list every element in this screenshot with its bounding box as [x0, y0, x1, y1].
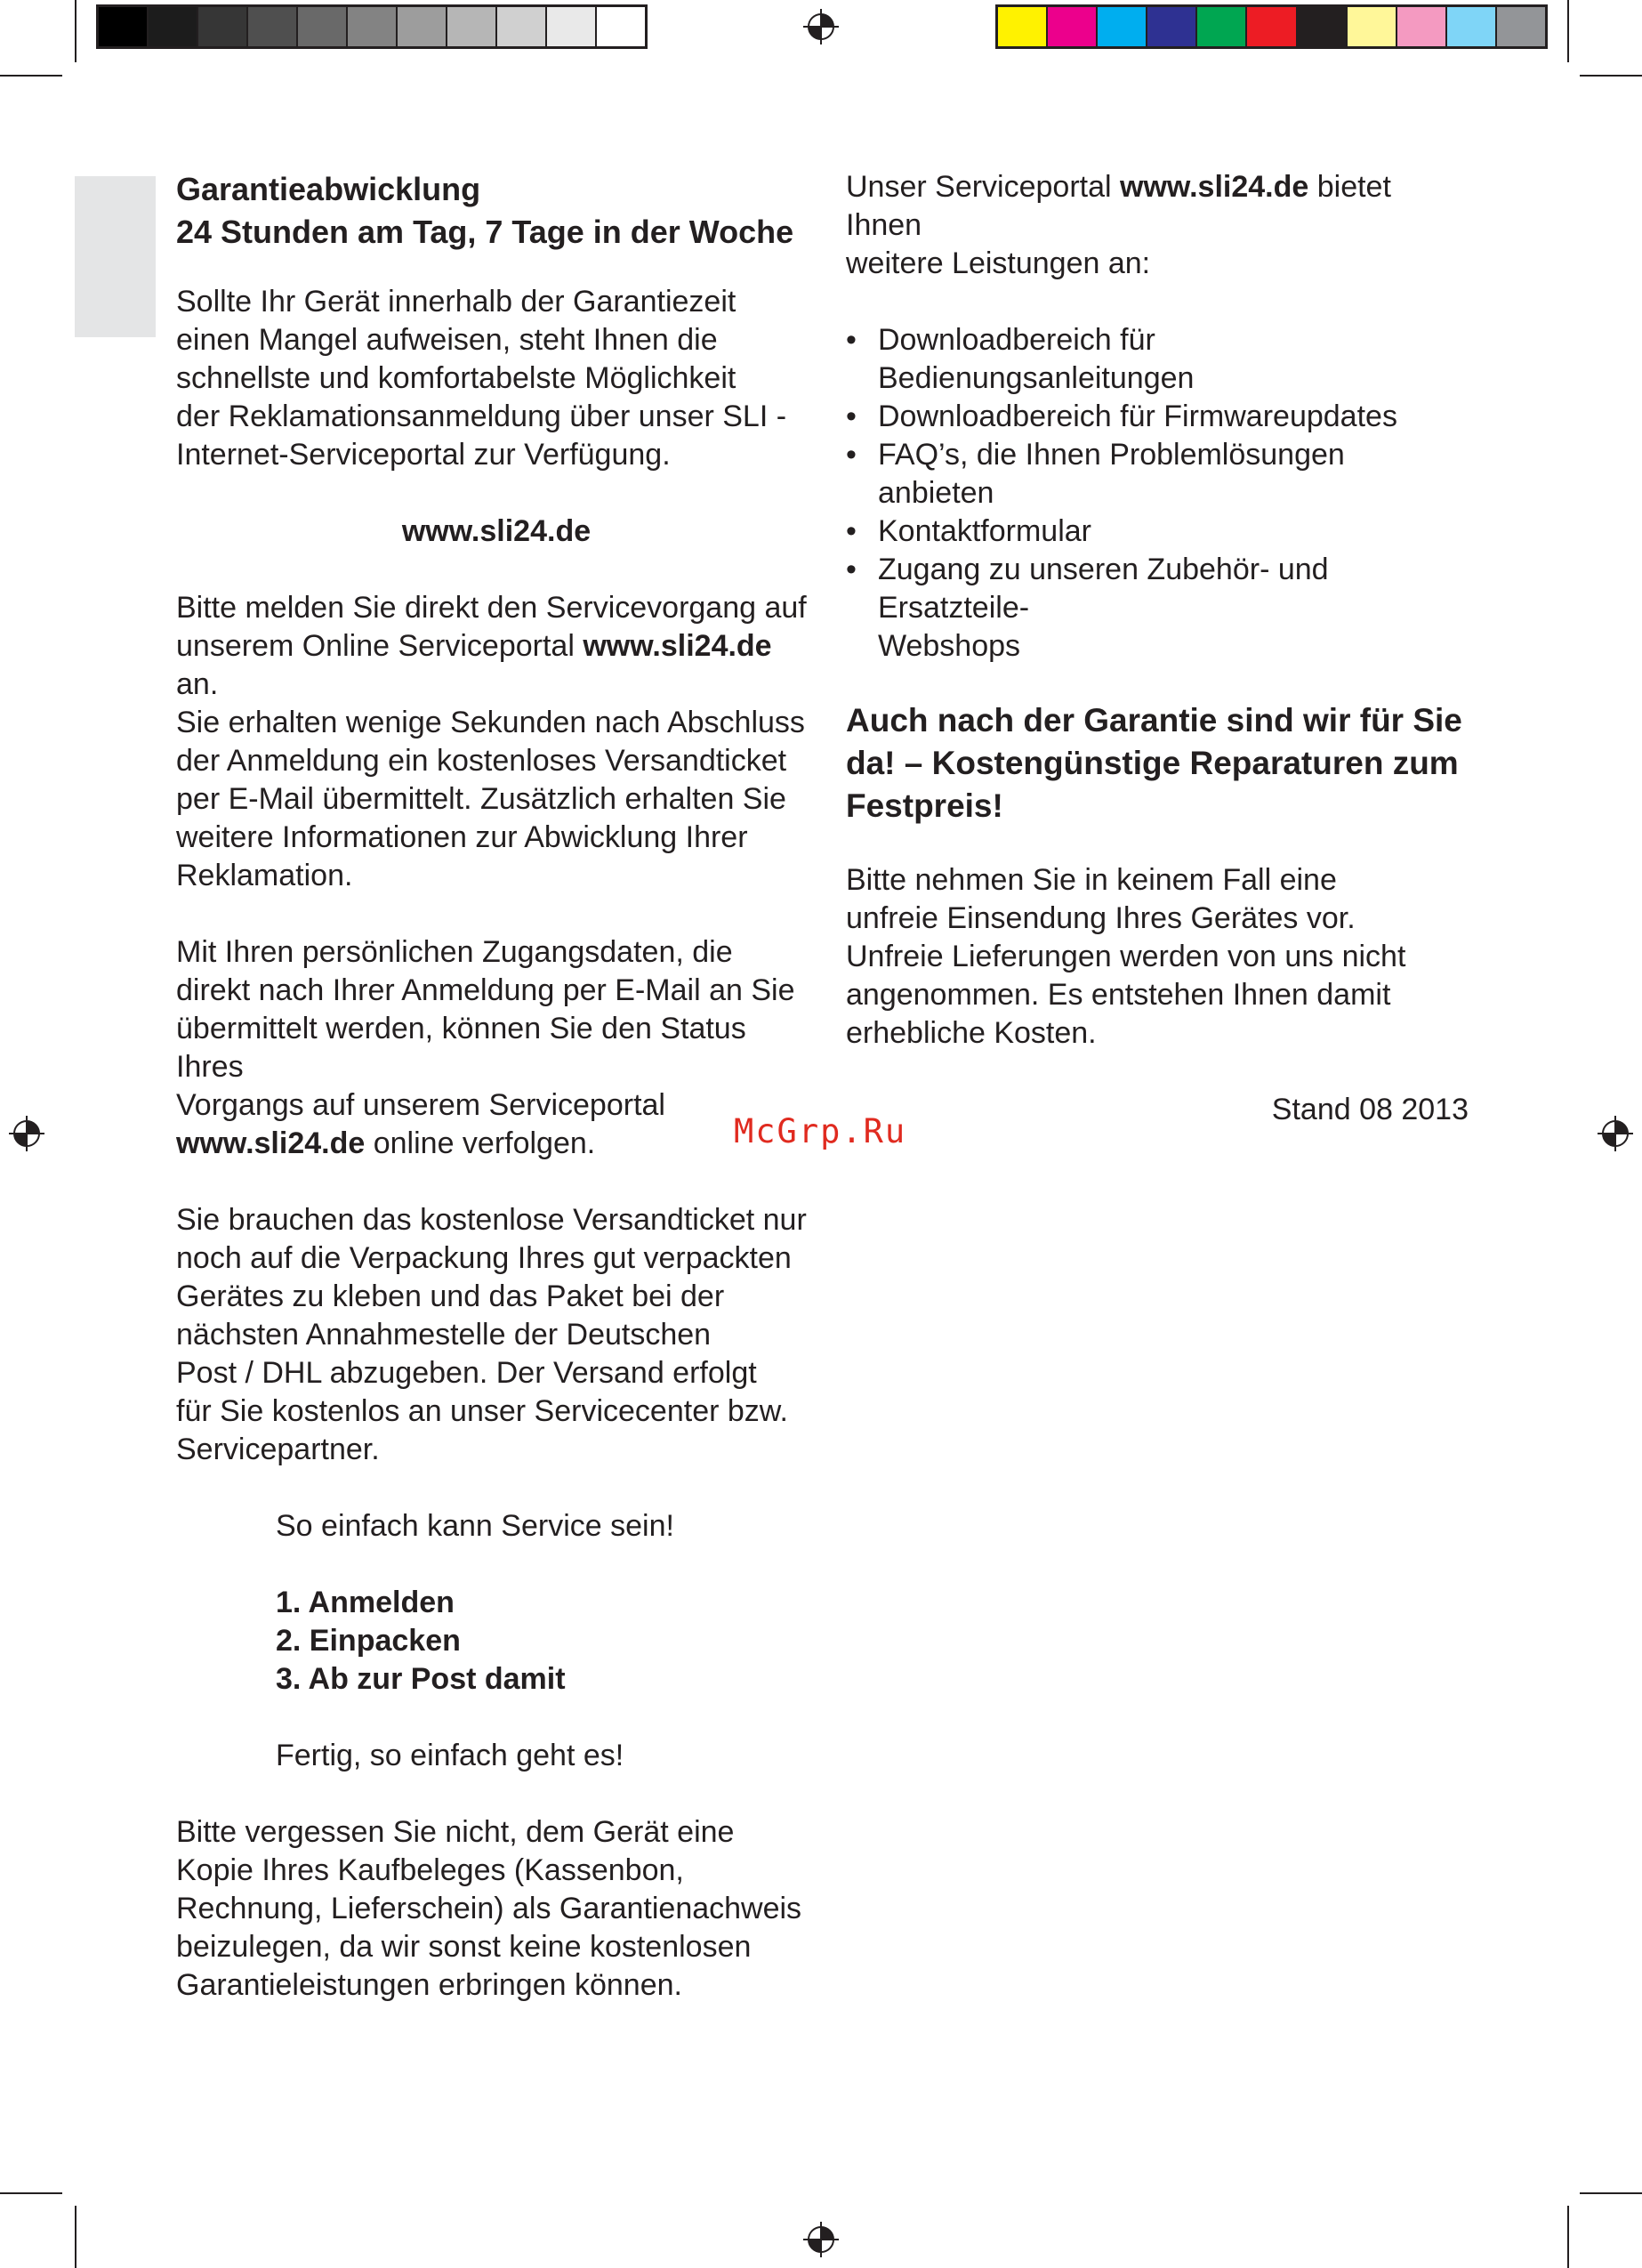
color-swatch [1348, 7, 1397, 46]
left-column [176, 168, 817, 2005]
registration-mark-bottom [803, 2222, 839, 2257]
tracking-portal-link[interactable]: www.sli24.de [176, 1126, 366, 1160]
revision-date: Stand 08 2013 [1271, 1093, 1469, 1126]
right-column [846, 168, 1469, 1129]
receipt-paragraph: Bitte vergessen Sie nicht, dem Gerät eine Kopie Ihres Kaufbeleges (Kassenbon, Rechnung, Lieferschein) als Garantienachweis beizulegen, da wir sonst keine kostenlosen Garantieleistungen erbringen können. [176, 1815, 802, 2002]
color-swatch [99, 7, 149, 46]
unpaid-shipping-paragraph: Bitte nehmen Sie in keinem Fall eine unfreie Einsendung Ihres Gerätes vor. Unfreie Lieferungen werden von uns nicht angenommen. Es entstehen Ihnen damit erhebliche Kosten. [846, 863, 1406, 1050]
service-steps-list [176, 1584, 817, 1699]
color-swatch [1497, 7, 1545, 46]
after-warranty-heading: Auch nach der Garantie sind wir für Sie da! – Kostengünstige Reparaturen zum Festpreis! [846, 702, 1462, 824]
bullet-item: • Kontaktformular [846, 513, 1469, 551]
bullet-icon: • [846, 438, 857, 472]
bullet-item: • FAQ’s, die Ihnen Problemlösungen anbieten [846, 438, 1345, 510]
warranty-heading: Garantieabwicklung 24 Stunden am Tag, 7 Tage in der Woche [176, 171, 794, 250]
color-swatch [198, 7, 248, 46]
color-swatch [547, 7, 597, 46]
services-bullet-list [846, 321, 1469, 666]
bullet-item: • Downloadbereich für Bedienungsanleitungen [846, 323, 1195, 395]
bullet-item: • Downloadbereich für Firmwareupdates [846, 398, 1469, 436]
color-swatch [1247, 7, 1297, 46]
bullet-icon: • [846, 400, 857, 433]
registration-mark-right [1598, 1116, 1633, 1151]
watermark-text: McGrp.Ru [734, 1112, 907, 1150]
color-swatch [998, 7, 1048, 46]
step-item: 3. Ab zur Post damit [276, 1662, 566, 1696]
shipping-paragraph: Sie brauchen das kostenlose Versandticket nur noch auf die Verpackung Ihres gut verpackten Gerätes zu kleben und das Paket bei der nächsten Annahmestelle der Deutschen Post / DHL abzugeben. Der Versand erfolgt für Sie kostenlos an unser Servicecenter bzw. Servicepartner. [176, 1203, 807, 1466]
color-swatch [1147, 7, 1197, 46]
bullet-item: • Zugang zu unseren Zubehör- und Ersatzteile- Webshops [846, 553, 1329, 663]
registration-mark-top [803, 9, 839, 44]
color-calibration-strip [995, 4, 1548, 49]
crop-mark-tl-v [75, 0, 76, 62]
color-swatch [1098, 7, 1147, 46]
portal-intro-paragraph: Unser Serviceportal www.sli24.de bietet Ihnen weitere Leistungen an: [846, 170, 1391, 280]
done-text: Fertig, so einfach geht es! [276, 1739, 624, 1772]
color-swatch [1397, 7, 1447, 46]
bullet-icon: • [846, 514, 857, 548]
crop-mark-tr-v [1567, 0, 1569, 62]
step-item: 1. Anmelden [276, 1586, 455, 1619]
service-portal-link[interactable]: www.sli24.de [401, 514, 592, 548]
warranty-intro-paragraph: Sollte Ihr Gerät innerhalb der Garantiezeit einen Mangel aufweisen, steht Ihnen die schnellste und komfortabelste Möglichkeit der Reklamationsanmeldung über unser SLI - Internet-Serviceportal zur Verfügung. [176, 285, 787, 472]
crop-mark-bl-v [75, 2206, 76, 2268]
bullet-icon: • [846, 323, 857, 357]
color-swatch [1048, 7, 1098, 46]
language-tab-marker [75, 176, 156, 337]
color-swatch [149, 7, 198, 46]
grayscale-calibration-strip [96, 4, 648, 49]
color-swatch [447, 7, 497, 46]
intro-portal-link[interactable]: www.sli24.de [1120, 170, 1309, 204]
register-paragraph: Bitte melden Sie direkt den Servicevorgang auf unserem Online Serviceportal www.sli24.de an. Sie erhalten wenige Sekunden nach Abschluss der Anmeldung ein kostenloses Versandticket per E-Mail übermittelt. Zusätzlich erhalten Sie weitere Informationen zur Abwicklung Ihrer Reklamation. [176, 591, 807, 892]
bullet-icon: • [846, 553, 857, 586]
color-swatch [597, 7, 645, 46]
crop-mark-br-v [1567, 2206, 1569, 2268]
color-swatch [298, 7, 348, 46]
service-slogan: So einfach kann Service sein! [276, 1509, 674, 1543]
color-swatch [398, 7, 447, 46]
step-item: 2. Einpacken [276, 1624, 461, 1658]
crop-mark-br-h [1580, 2192, 1642, 2194]
color-swatch [248, 7, 298, 46]
crop-mark-tl-h [0, 75, 62, 77]
registration-mark-left [9, 1116, 44, 1151]
tracking-paragraph: Mit Ihren persönlichen Zugangsdaten, die direkt nach Ihrer Anmeldung per E-Mail an Sie übermittelt werden, können Sie den Status Ihres Vorgangs auf unserem Serviceportal www.sli24.de online verfolgen. [176, 935, 795, 1160]
color-swatch [497, 7, 547, 46]
color-swatch [348, 7, 398, 46]
color-swatch [1447, 7, 1497, 46]
inline-portal-link[interactable]: www.sli24.de [583, 629, 772, 663]
crop-mark-bl-h [0, 2192, 62, 2194]
color-swatch [1197, 7, 1247, 46]
color-swatch [1298, 7, 1348, 46]
crop-mark-tr-h [1580, 75, 1642, 77]
